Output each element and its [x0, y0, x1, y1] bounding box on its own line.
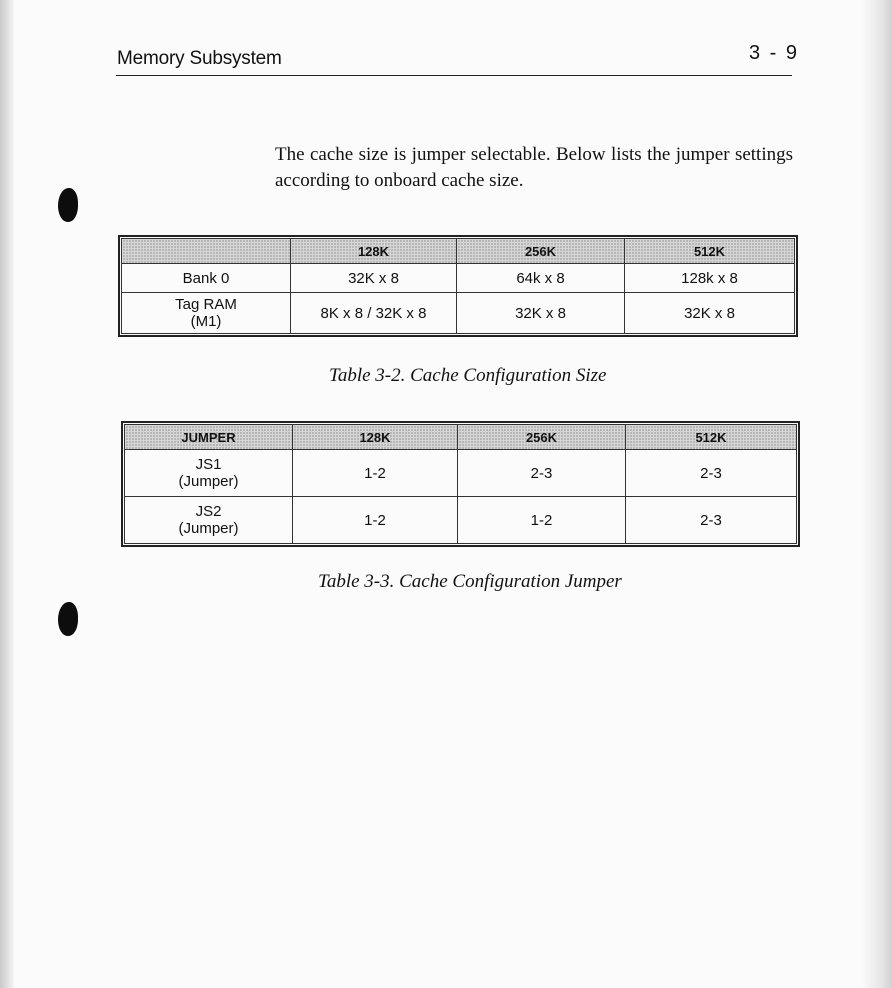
- cache-size-table: [121, 238, 795, 334]
- table-cell: 64k x 8: [457, 264, 625, 293]
- row-label-cell: Tag RAM (M1): [122, 293, 291, 334]
- header-cell: 256K: [458, 425, 626, 450]
- table-cell: 1-2: [293, 450, 458, 497]
- header-cell: 128K: [293, 425, 458, 450]
- section-title: Memory Subsystem: [117, 48, 282, 69]
- table-cell: 32K x 8: [291, 264, 457, 293]
- header-cell: 128K: [291, 239, 457, 264]
- header-cell: 512K: [625, 239, 795, 264]
- table-cell: 128k x 8: [625, 264, 795, 293]
- table-row: [125, 497, 797, 544]
- row-label-cell: Bank 0: [122, 264, 291, 293]
- table-row: [122, 293, 795, 334]
- binder-hole: [58, 602, 78, 636]
- header-cell: 256K: [457, 239, 625, 264]
- header-cell: [122, 239, 291, 264]
- table-cell: 1-2: [458, 497, 626, 544]
- table-cell: 2-3: [626, 497, 797, 544]
- table-cell: 32K x 8: [625, 293, 795, 334]
- row-label-cell: JS1 (Jumper): [125, 450, 293, 497]
- header-divider: [116, 75, 792, 76]
- binder-hole: [58, 188, 78, 222]
- table-row: [125, 450, 797, 497]
- intro-paragraph: The cache size is jumper selectable. Below lists the jumper settings according to onboard cache size.: [275, 144, 793, 191]
- table-cell: 32K x 8: [457, 293, 625, 334]
- table-row: [122, 264, 795, 293]
- header-cell: JUMPER: [125, 425, 293, 450]
- table-cell: 2-3: [458, 450, 626, 497]
- table-caption: Table 3-2. Cache Configuration Size: [329, 365, 607, 386]
- row-label-cell: JS2 (Jumper): [125, 497, 293, 544]
- table-cell: 2-3: [626, 450, 797, 497]
- table-cell: 1-2: [293, 497, 458, 544]
- page-number: 3 - 9: [749, 42, 800, 64]
- header-cell: 512K: [626, 425, 797, 450]
- table-header-row: [122, 239, 795, 264]
- cache-jumper-table: [124, 424, 797, 544]
- page-left-edge: [0, 0, 14, 988]
- table-header-row: [125, 425, 797, 450]
- table-cell: 8K x 8 / 32K x 8: [291, 293, 457, 334]
- table-caption: Table 3-3. Cache Configuration Jumper: [318, 571, 622, 592]
- page-right-edge: [862, 0, 892, 988]
